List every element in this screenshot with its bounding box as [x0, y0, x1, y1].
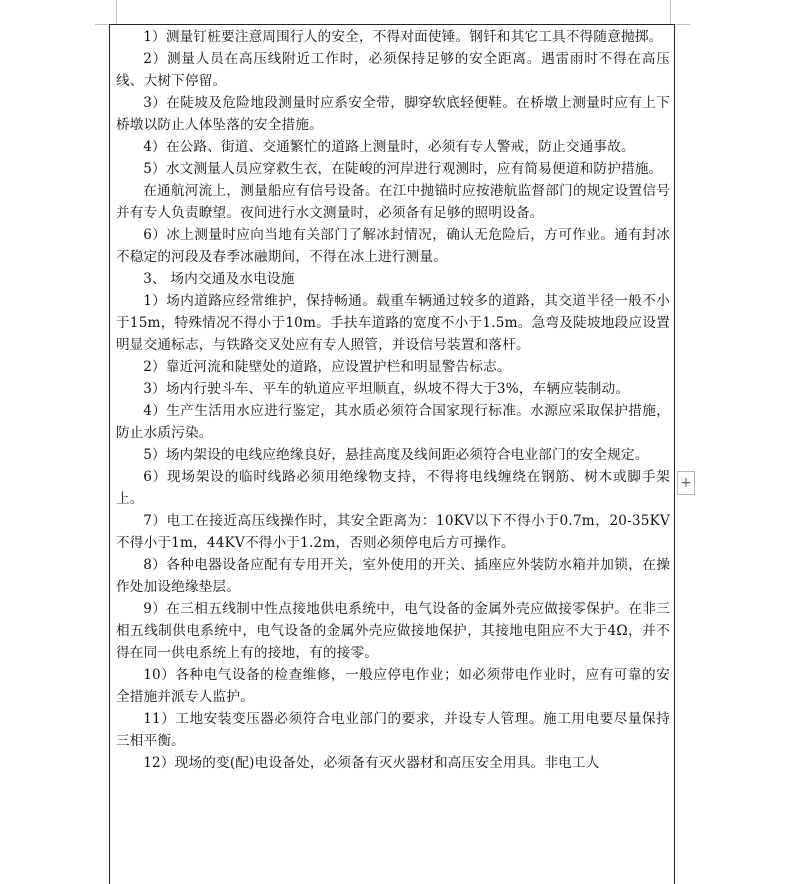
paragraph: 6）现场架设的临时线路必须用绝缘物支持，不得将电线缠绕在钢筋、树木或脚手架上。: [116, 469, 670, 507]
margin-guide: [670, 0, 671, 25]
paragraph: 在通航河流上，测量船应有信号设备。在江中抛锚时应按港航监督部门的规定设置信号并有专人负责瞭望。夜间进行水文测量时，必须备有足够的照明设备。: [116, 183, 670, 221]
paragraph: 4）在公路、街道、交通繁忙的道路上测量时，必须有专人警戒，防止交通事故。: [143, 139, 635, 155]
margin-guide: [116, 0, 117, 25]
paragraph: 2）测量人员在高压线附近工作时，必须保持足够的安全距离。遇雷雨时不得在高压线、大树下停留。: [116, 51, 670, 89]
paragraph: 3）场内行驶斗车、平车的轨道应平坦顺直，纵坡不得大于3%，车辆应装制动。: [143, 381, 630, 397]
paragraph: 3）在陡坡及危险地段测量时应系安全带，脚穿软底轻便鞋。在桥墩上测量时应有上下桥墩以防止人体坠落的安全措施。: [116, 95, 670, 133]
paragraph: 9）在三相五线制中性点接地供电系统中，电气设备的金属外壳应做接零保护。在非三相五线制供电系统中，电气设备的金属外壳应做接地保护，其接地电阻应不大于4Ω，并不得在同一供电系统上有的接地，有的接零。: [116, 601, 670, 661]
section-heading: 3、 场内交通及水电设施: [143, 271, 295, 287]
paragraph: 7）电工在接近高压线操作时，其安全距离为：10KV以下不得小于0.7m，20-35KV不得小于1m，44KV不得小于1.2m，否则必须停电后方可操作。: [116, 513, 670, 551]
paragraph: 4）生产生活用水应进行鉴定，其水质必须符合国家现行标准。水源应采取保护措施，防止水质污染。: [116, 403, 670, 441]
paragraph: 12）现场的变(配)电设备处，必须备有灭火器材和高压安全用具。非电工人: [143, 755, 600, 771]
add-row-button[interactable]: [677, 471, 695, 495]
paragraph: 6）冰上测量时应向当地有关部门了解冰封情况，确认无危险后，方可作业。通有封冰不稳定的河段及春季冰融期间，不得在冰上进行测量。: [116, 227, 670, 265]
paragraph: 2）靠近河流和陡壁处的道路，应设置护栏和明显警告标志。: [143, 359, 511, 375]
paragraph: 5）场内架设的电线应绝缘良好，悬挂高度及线间距必须符合电业部门的安全规定。: [143, 447, 649, 463]
paragraph: 10）各种电气设备的检查维修，一般应停电作业；如必须带电作业时，应有可靠的安全措施并派专人监护。: [116, 667, 670, 705]
paragraph: 11）工地安装变压器必须符合电业部门的要求，并设专人管理。施工用电要尽量保持三相平衡。: [116, 711, 670, 749]
document-body[interactable]: [116, 26, 670, 774]
paragraph: 5）水文测量人员应穿救生衣，在陡峻的河岸进行观测时，应有简易便道和防护措施。: [143, 161, 663, 177]
paragraph: 1）场内道路应经常维护，保持畅通。载重车辆通过较多的道路，其交道半径一般不小于15m，特殊情况不得小于10m。手扶车道路的宽度不小于1.5m。急弯及陡坡地段应设置明显交通标志，与铁路交叉处应有专人照管，并设信号装置和落杆。: [116, 293, 670, 353]
paragraph: 1）测量钉桩要注意周围行人的安全，不得对面使锤。钢钎和其它工具不得随意抛掷。: [143, 29, 663, 45]
plus-icon: +: [680, 475, 692, 491]
paragraph: 8）各种电器设备应配有专用开关，室外使用的开关、插座应外装防水箱并加锁，在操作处加设绝缘垫层。: [116, 557, 670, 595]
